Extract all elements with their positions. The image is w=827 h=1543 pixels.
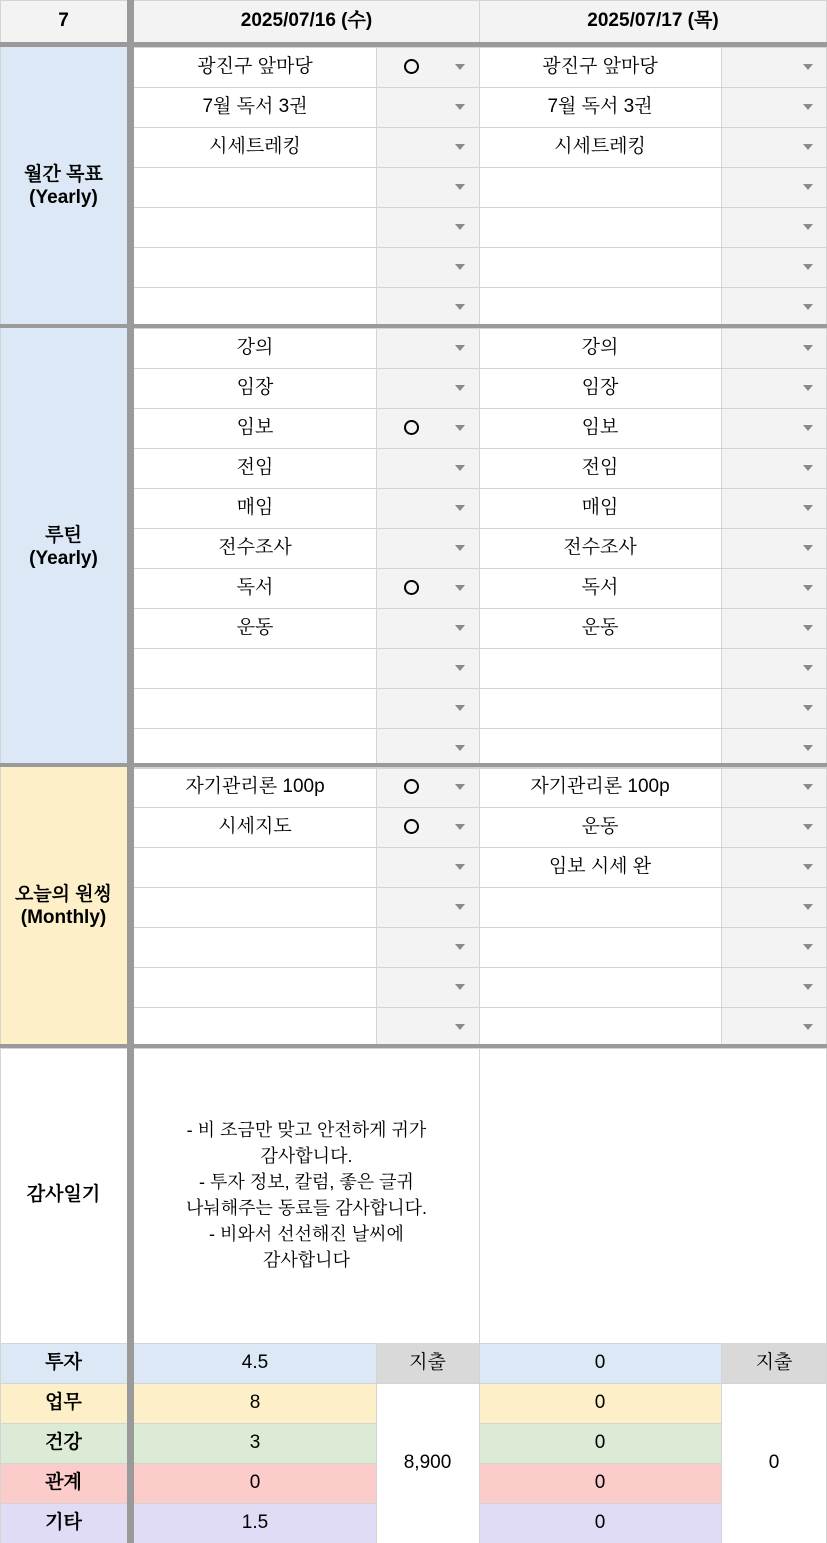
grid-line [0, 1423, 127, 1424]
chevron-down-icon[interactable] [803, 984, 813, 990]
day1-routine-text-cell[interactable] [134, 688, 376, 728]
monthly-goals-label-title: 월간 목표 [24, 164, 103, 186]
chevron-down-icon[interactable] [455, 104, 465, 110]
date-header-day1: 2025/07/16 (수) [134, 0, 479, 42]
day2-gratitude-text[interactable] [479, 1048, 827, 1342]
grid-line [134, 448, 827, 449]
chevron-down-icon[interactable] [455, 465, 465, 471]
chevron-down-icon[interactable] [455, 944, 465, 950]
routine-label-subtitle: (Yearly) [29, 548, 98, 569]
grid-line [376, 1383, 479, 1384]
chevron-down-icon[interactable] [803, 665, 813, 671]
grid-line [721, 47, 722, 1048]
grid-line [721, 1383, 827, 1384]
grid-line [134, 408, 827, 409]
day1-routine-text-cell[interactable]: 운동 [134, 608, 376, 648]
chevron-down-icon[interactable] [803, 144, 813, 150]
chevron-down-icon[interactable] [455, 385, 465, 391]
grid-line [134, 47, 827, 48]
day2-one-thing-text-cell[interactable]: 자기관리론 100p [479, 767, 721, 807]
chevron-down-icon[interactable] [803, 585, 813, 591]
day1-goal-text-cell[interactable] [134, 287, 376, 327]
grid-line [134, 728, 827, 729]
done-circle-icon [404, 580, 419, 595]
day2-routine-text-cell[interactable]: 임장 [479, 368, 721, 408]
chevron-down-icon[interactable] [455, 745, 465, 751]
header-separator [0, 42, 827, 47]
day2-goal-text-cell[interactable]: 7월 독서 3권 [479, 87, 721, 127]
grid-line [134, 927, 827, 928]
chevron-down-icon[interactable] [803, 184, 813, 190]
chevron-down-icon[interactable] [803, 425, 813, 431]
chevron-down-icon[interactable] [803, 64, 813, 70]
day2-routine-text-cell[interactable] [479, 648, 721, 688]
day2-one-thing-text-cell[interactable] [479, 1007, 721, 1047]
chevron-down-icon[interactable] [803, 505, 813, 511]
day1-one-thing-text-cell[interactable]: 자기관리론 100p [134, 767, 376, 807]
one-thing-label-subtitle: (Monthly) [20, 907, 107, 928]
chevron-down-icon[interactable] [803, 705, 813, 711]
time-category-0: 투자 [0, 1343, 127, 1383]
done-circle-icon [404, 420, 419, 435]
day2-time-value[interactable]: 0 [479, 1423, 721, 1463]
day1-one-thing-text-cell[interactable]: 시세지도 [134, 807, 376, 847]
grid-line [134, 688, 827, 689]
chevron-down-icon[interactable] [803, 304, 813, 310]
chevron-down-icon[interactable] [803, 1024, 813, 1030]
grid-line [134, 1343, 376, 1344]
grid-line [134, 807, 827, 808]
day2-one-thing-text-cell[interactable]: 임보 시세 완 [479, 847, 721, 887]
done-circle-icon [404, 819, 419, 834]
grid-line [0, 1463, 127, 1464]
grid-line [134, 1503, 376, 1504]
grid-line [0, 1503, 127, 1504]
day2-routine-text-cell[interactable] [479, 728, 721, 768]
section-separator [0, 324, 827, 328]
day1-time-value[interactable]: 4.5 [134, 1343, 376, 1383]
day2-goal-text-cell[interactable] [479, 287, 721, 327]
done-circle-icon [404, 59, 419, 74]
chevron-down-icon[interactable] [803, 824, 813, 830]
chevron-down-icon[interactable] [455, 984, 465, 990]
monthly-goals-label-subtitle: (Yearly) [29, 187, 98, 208]
day2-routine-text-cell[interactable]: 매임 [479, 488, 721, 528]
day1-routine-text-cell[interactable]: 매임 [134, 488, 376, 528]
grid-line [479, 1463, 721, 1464]
chevron-down-icon[interactable] [803, 264, 813, 270]
day1-routine-text-cell[interactable]: 임보 [134, 408, 376, 448]
gratitude-label-title: 감사일기 [26, 1183, 101, 1205]
grid-line [134, 768, 827, 769]
chevron-down-icon[interactable] [455, 345, 465, 351]
day2-time-value[interactable]: 0 [479, 1383, 721, 1423]
section-separator [0, 763, 827, 767]
chevron-down-icon[interactable] [455, 585, 465, 591]
grid-line [0, 0, 827, 1]
day2-routine-text-cell[interactable]: 임보 [479, 408, 721, 448]
chevron-down-icon[interactable] [455, 144, 465, 150]
day1-time-value[interactable]: 0 [134, 1463, 376, 1503]
day2-one-thing-text-cell[interactable] [479, 887, 721, 927]
chevron-down-icon[interactable] [803, 625, 813, 631]
chevron-down-icon[interactable] [455, 264, 465, 270]
grid-line [376, 1343, 377, 1543]
day2-time-value[interactable]: 0 [479, 1503, 721, 1543]
chevron-down-icon[interactable] [803, 224, 813, 230]
chevron-down-icon[interactable] [803, 345, 813, 351]
chevron-down-icon[interactable] [455, 64, 465, 70]
day1-time-value[interactable]: 1.5 [134, 1503, 376, 1543]
grid-line [376, 47, 377, 1048]
grid-line [134, 368, 827, 369]
day2-goal-text-cell[interactable]: 광진구 앞마당 [479, 47, 721, 87]
date-header-day2: 2025/07/17 (목) [479, 0, 827, 42]
day2-goal-text-cell[interactable]: 시세트레킹 [479, 127, 721, 167]
day2-one-thing-text-cell[interactable]: 운동 [479, 807, 721, 847]
grid-line [134, 127, 827, 128]
chevron-down-icon[interactable] [455, 184, 465, 190]
section-separator [0, 1044, 827, 1048]
column-separator [127, 0, 134, 1543]
day1-one-thing-text-cell[interactable] [134, 887, 376, 927]
grid-line [479, 1383, 721, 1384]
day1-expense-value[interactable]: 8,900 [376, 1383, 479, 1543]
time-category-1: 업무 [0, 1383, 127, 1423]
day2-routine-text-cell[interactable]: 전임 [479, 448, 721, 488]
grid-line [134, 847, 827, 848]
day1-goal-text-cell[interactable]: 시세트레킹 [134, 127, 376, 167]
day1-routine-text-cell[interactable]: 전수조사 [134, 528, 376, 568]
chevron-down-icon[interactable] [803, 385, 813, 391]
chevron-down-icon[interactable] [455, 505, 465, 511]
grid-line [134, 87, 827, 88]
grid-line [134, 1007, 827, 1008]
day1-one-thing-text-cell[interactable] [134, 927, 376, 967]
chevron-down-icon[interactable] [803, 784, 813, 790]
grid-line [479, 1423, 721, 1424]
grid-line [134, 207, 827, 208]
grid-line [479, 0, 480, 1543]
day2-time-value[interactable]: 0 [479, 1343, 721, 1383]
day1-routine-text-cell[interactable]: 강의 [134, 328, 376, 368]
chevron-down-icon[interactable] [803, 944, 813, 950]
chevron-down-icon[interactable] [455, 904, 465, 910]
grid-line [134, 767, 827, 768]
grid-line [0, 1383, 127, 1384]
chevron-down-icon[interactable] [803, 904, 813, 910]
grid-line [721, 1343, 722, 1543]
day2-expense-value[interactable]: 0 [721, 1383, 827, 1543]
chevron-down-icon[interactable] [455, 304, 465, 310]
day2-time-value[interactable]: 0 [479, 1463, 721, 1503]
grid-line [134, 1463, 376, 1464]
done-circle-icon [404, 779, 419, 794]
day1-routine-text-cell[interactable]: 임장 [134, 368, 376, 408]
grid-line [0, 1343, 127, 1344]
grid-line [0, 0, 1, 1543]
day1-routine-text-cell[interactable]: 전임 [134, 448, 376, 488]
chevron-down-icon[interactable] [455, 864, 465, 870]
day1-one-thing-text-cell[interactable] [134, 1007, 376, 1047]
routine-label [0, 328, 127, 768]
day2-goal-text-cell[interactable] [479, 247, 721, 287]
day1-expense-label: 지출 [376, 1343, 479, 1383]
day1-time-value[interactable]: 3 [134, 1423, 376, 1463]
grid-line [134, 1383, 376, 1384]
day1-time-value[interactable]: 8 [134, 1383, 376, 1423]
day2-one-thing-text-cell[interactable] [479, 967, 721, 1007]
grid-line [134, 1423, 376, 1424]
day2-routine-text-cell[interactable]: 독서 [479, 568, 721, 608]
grid-line [479, 1343, 721, 1344]
monthly-goals-label [0, 47, 127, 327]
chevron-down-icon[interactable] [455, 1024, 465, 1030]
day1-goal-text-cell[interactable]: 광진구 앞마당 [134, 47, 376, 87]
grid-line [134, 887, 827, 888]
chevron-down-icon[interactable] [455, 705, 465, 711]
grid-line [134, 328, 827, 329]
day1-routine-text-cell[interactable] [134, 728, 376, 768]
chevron-down-icon[interactable] [455, 545, 465, 551]
day1-goal-text-cell[interactable]: 7월 독서 3권 [134, 87, 376, 127]
grid-line [479, 1503, 721, 1504]
grid-line [134, 247, 827, 248]
day1-one-thing-text-cell[interactable] [134, 967, 376, 1007]
chevron-down-icon[interactable] [455, 625, 465, 631]
chevron-down-icon[interactable] [455, 824, 465, 830]
month-cell: 7 [0, 0, 127, 42]
chevron-down-icon[interactable] [455, 224, 465, 230]
day2-goal-text-cell[interactable] [479, 167, 721, 207]
chevron-down-icon[interactable] [455, 425, 465, 431]
gratitude-label [0, 1048, 127, 1342]
routine-label-title: 루틴 [45, 525, 82, 547]
one-thing-label [0, 767, 127, 1047]
grid-line [134, 167, 827, 168]
grid-line [134, 528, 827, 529]
day1-gratitude-text[interactable]: - 비 조금만 맞고 안전하게 귀가 감사합니다. - 투자 정보, 칼럼, 좋은 글귀 나눠해주는 동료들 감사합니다. - 비와서 선선해진 날씨에 감사합니다 [134, 1048, 479, 1342]
grid-line [134, 608, 827, 609]
time-category-3: 관계 [0, 1463, 127, 1503]
chevron-down-icon[interactable] [455, 784, 465, 790]
time-category-4: 기타 [0, 1503, 127, 1543]
day2-one-thing-text-cell[interactable] [479, 927, 721, 967]
chevron-down-icon[interactable] [803, 864, 813, 870]
day2-expense-label: 지출 [721, 1343, 827, 1383]
chevron-down-icon[interactable] [803, 545, 813, 551]
chevron-down-icon[interactable] [803, 745, 813, 751]
day1-one-thing-text-cell[interactable] [134, 847, 376, 887]
day2-routine-text-cell[interactable]: 강의 [479, 328, 721, 368]
day2-routine-text-cell[interactable] [479, 688, 721, 728]
grid-line [134, 568, 827, 569]
grid-line [134, 287, 827, 288]
time-category-2: 건강 [0, 1423, 127, 1463]
chevron-down-icon[interactable] [455, 665, 465, 671]
grid-line [134, 488, 827, 489]
grid-line [134, 967, 827, 968]
day1-routine-text-cell[interactable]: 독서 [134, 568, 376, 608]
day1-goal-text-cell[interactable] [134, 207, 376, 247]
day1-goal-text-cell[interactable] [134, 167, 376, 207]
grid-line [0, 1048, 827, 1049]
grid-line [134, 648, 827, 649]
one-thing-label-title: 오늘의 원씽 [14, 884, 113, 906]
day2-routine-text-cell[interactable]: 전수조사 [479, 528, 721, 568]
day1-goal-text-cell[interactable] [134, 247, 376, 287]
day2-routine-text-cell[interactable]: 운동 [479, 608, 721, 648]
chevron-down-icon[interactable] [803, 104, 813, 110]
day1-routine-text-cell[interactable] [134, 648, 376, 688]
chevron-down-icon[interactable] [803, 465, 813, 471]
day2-goal-text-cell[interactable] [479, 207, 721, 247]
